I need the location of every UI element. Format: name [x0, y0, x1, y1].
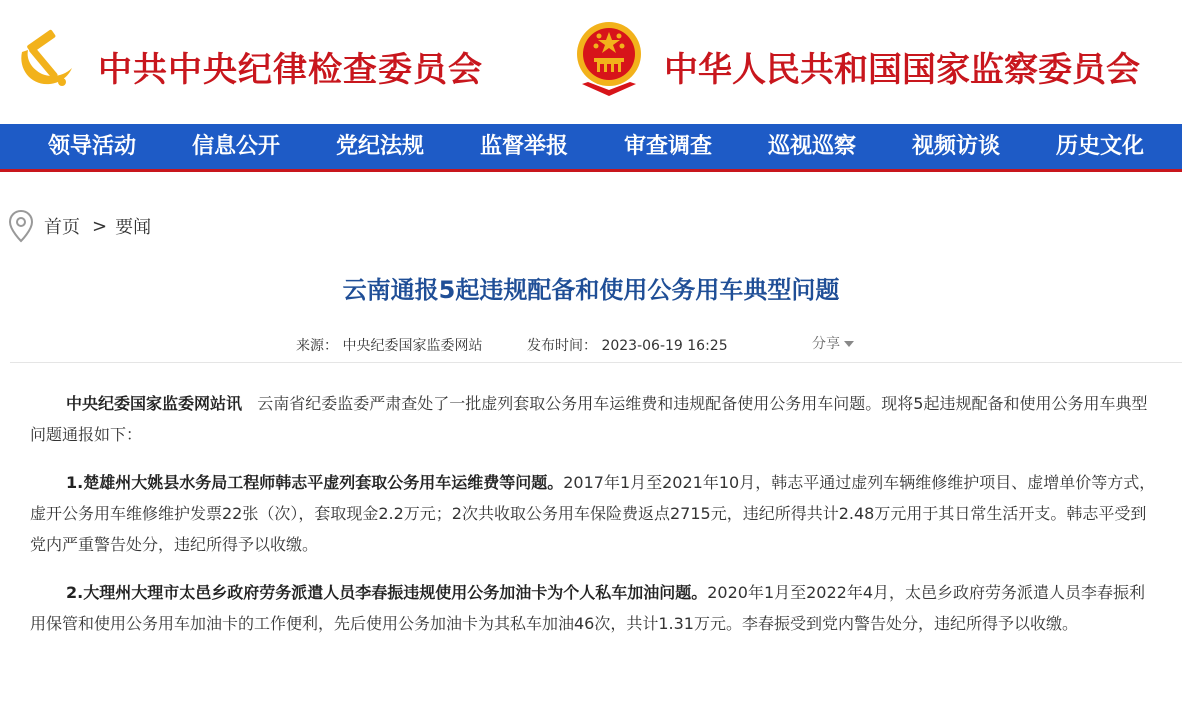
paragraph-lead: 1.楚雄州大姚县水务局工程师韩志平虚列套取公务用车运维费等问题。: [66, 473, 564, 492]
site-title-left: 中共中央纪律检查委员会: [98, 50, 483, 90]
main-nav: [0, 124, 1182, 172]
nav-item-information[interactable]: 信息公开: [191, 133, 280, 159]
nav-item-video[interactable]: 视频访谈: [911, 133, 1000, 159]
party-emblem-icon[interactable]: [8, 22, 80, 94]
article-title: 云南通报5起违规配备和使用公务用车典型问题: [342, 276, 840, 304]
source-value: 中央纪委国家监委网站: [342, 338, 483, 354]
breadcrumb-home-link[interactable]: 首页: [44, 217, 80, 238]
article-paragraph: [30, 577, 1160, 639]
nav-item-inspection[interactable]: 巡视巡察: [767, 133, 856, 159]
site-header: [0, 0, 1182, 159]
paragraph-text: 2017年1月至2021年10月，韩志平通过虚列车辆维修维护项目、虚增单价等方式，虚开公务用车维修维护发票22张（次），套取现金2.2万元；2次共收取公务用车保险费返点2715元，违纪所得共计2.48万元用于其日常生活开支。韩志平受到党内严重警告处分，违纪所得予以收缴。: [30, 473, 1156, 554]
article-source: [296, 335, 482, 355]
chevron-down-icon: [844, 341, 854, 347]
nav-item-investigation[interactable]: 审查调查: [623, 133, 712, 159]
article-body: [30, 388, 1160, 656]
article-publish-time: [527, 335, 728, 355]
breadcrumb-separator: >: [92, 215, 108, 237]
paragraph-lead: 中央纪委国家监委网站讯: [66, 394, 243, 413]
share-label: 分享: [812, 336, 840, 352]
divider: [10, 362, 1182, 363]
nav-item-report[interactable]: 监督举报: [479, 133, 568, 159]
site-title-right: 中华人民共和国国家监察委员会: [664, 50, 1140, 90]
paragraph-lead: 2.大理州大理市太邑乡政府劳务派遣人员李春振违规使用公务加油卡为个人私车加油问题。: [66, 583, 708, 602]
paragraph-text: 云南省纪委监委严肃查处了一批虚列套取公务用车运维费和违规配备使用公务用车问题。现将5起违规配备和使用公务用车典型问题通报如下：: [30, 394, 1148, 444]
paragraph-text: 2020年1月至2022年4月，太邑乡政府劳务派遣人员李春振利用保管和使用公务用车加油卡的工作便利，先后使用公务加油卡为其私车加油46次，共计1.31万元。李春振受到党内警告处分，违纪所得予以收缴。: [30, 583, 1146, 633]
nav-item-regulations[interactable]: 党纪法规: [335, 133, 424, 159]
nav-item-leadership[interactable]: 领导活动: [47, 133, 136, 159]
nav-item-history[interactable]: 历史文化: [1055, 133, 1144, 159]
location-pin-icon: [8, 209, 34, 243]
article-paragraph: [30, 467, 1160, 560]
time-value: 2023-06-19 16:25: [601, 338, 728, 354]
time-label: 发布时间：: [527, 338, 597, 354]
source-label: 来源：: [296, 338, 338, 354]
breadcrumb-current-link[interactable]: 要闻: [115, 217, 152, 238]
article-paragraph: [30, 388, 1160, 450]
national-emblem-icon[interactable]: [572, 18, 646, 98]
breadcrumb: [8, 206, 151, 246]
article-meta: [0, 333, 1182, 355]
share-button[interactable]: [812, 333, 854, 353]
